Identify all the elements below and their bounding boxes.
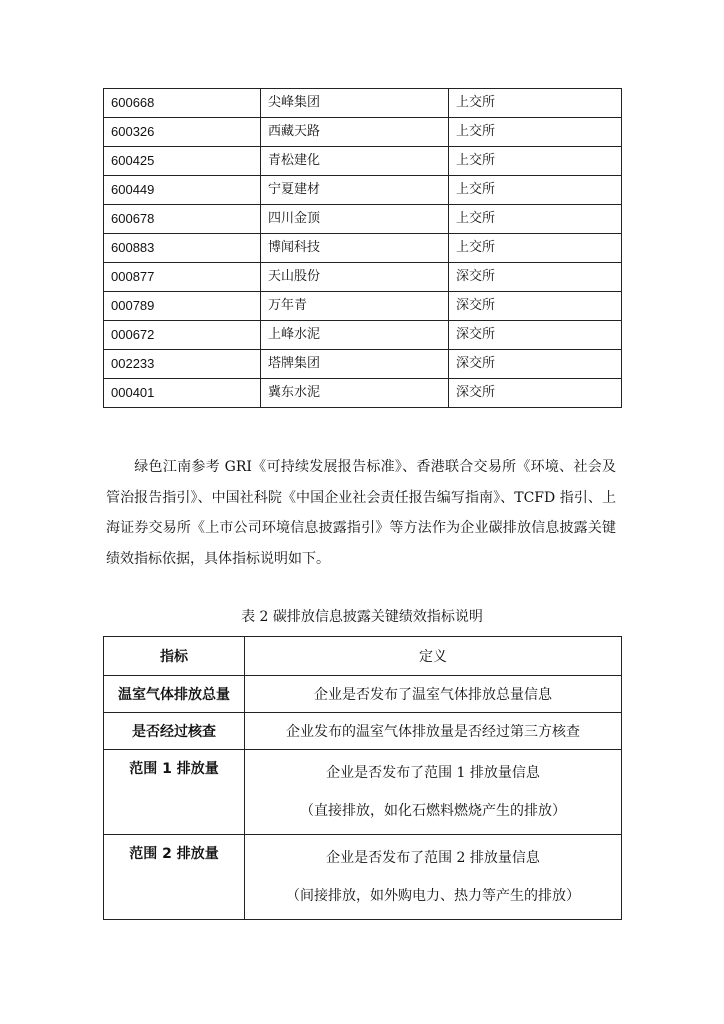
definition-text: 企业是否发布了温室气体排放总量信息: [314, 687, 552, 703]
exchange: 深交所: [449, 321, 622, 350]
stock-code: 600678: [104, 205, 261, 234]
definition-header: 定义: [245, 637, 622, 676]
table-row: [104, 234, 622, 263]
table-row: [104, 713, 622, 750]
stock-code: 000789: [104, 292, 261, 321]
stock-code: 600326: [104, 118, 261, 147]
definition-cell: [245, 676, 622, 713]
stock-code: 000672: [104, 321, 261, 350]
table-row: [104, 118, 622, 147]
exchange: 深交所: [449, 350, 622, 379]
indicator-header: 指标: [104, 637, 245, 676]
table-row: [104, 176, 622, 205]
table-row: [104, 750, 622, 835]
company-name: 宁夏建材: [261, 176, 449, 205]
stock-code: 600883: [104, 234, 261, 263]
stock-code: 600449: [104, 176, 261, 205]
company-name: 塔牌集团: [261, 350, 449, 379]
indicator-name: 范围 1 排放量: [104, 750, 245, 835]
stock-code: 000877: [104, 263, 261, 292]
table-row: [104, 89, 622, 118]
exchange: 上交所: [449, 147, 622, 176]
indicator-name: 温室气体排放总量: [104, 676, 245, 713]
definition-cell: [245, 750, 622, 835]
stock-code: 000401: [104, 379, 261, 408]
company-name: 尖峰集团: [261, 89, 449, 118]
table-caption: 表 2 碳排放信息披露关键绩效指标说明: [241, 609, 483, 625]
company-name: 青松建化: [261, 147, 449, 176]
stock-code: 600425: [104, 147, 261, 176]
definition-cell: [245, 713, 622, 750]
table-row: [104, 835, 622, 920]
definition-note: （直接排放，如化石燃料燃烧产生的排放）: [300, 803, 566, 819]
body-paragraph: [106, 452, 616, 574]
indicator-name: 范围 2 排放量: [104, 835, 245, 920]
stock-code: 600668: [104, 89, 261, 118]
indicator-name: 是否经过核查: [104, 713, 245, 750]
company-name: 博闻科技: [261, 234, 449, 263]
header-row: [104, 637, 622, 676]
table-row: [104, 263, 622, 292]
table-row: [104, 379, 622, 408]
table-row: [104, 292, 622, 321]
company-name: 冀东水泥: [261, 379, 449, 408]
company-name: 万年青: [261, 292, 449, 321]
exchange: 上交所: [449, 205, 622, 234]
company-name: 西藏天路: [261, 118, 449, 147]
table-row: [104, 676, 622, 713]
exchange: 上交所: [449, 89, 622, 118]
exchange: 深交所: [449, 263, 622, 292]
exchange: 深交所: [449, 379, 622, 408]
exchange: 上交所: [449, 234, 622, 263]
company-name: 四川金顶: [261, 205, 449, 234]
definition-cell: [245, 835, 622, 920]
exchange: 上交所: [449, 176, 622, 205]
definition-text: 企业是否发布了范围 2 排放量信息: [326, 850, 540, 866]
table-row: [104, 321, 622, 350]
table-row: [104, 147, 622, 176]
exchange: 上交所: [449, 118, 622, 147]
table-row: [104, 350, 622, 379]
definition-text: 企业发布的温室气体排放量是否经过第三方核查: [286, 724, 580, 740]
exchange: 深交所: [449, 292, 622, 321]
definition-text: 企业是否发布了范围 1 排放量信息: [326, 765, 540, 781]
indicator-table: [103, 636, 622, 920]
definition-note: （间接排放，如外购电力、热力等产生的排放）: [286, 888, 580, 904]
paragraph-text: 绿色江南参考 GRI《可持续发展报告标准》、香港联合交易所《环境、社会及管治报告指引》、中国社科院《中国企业社会责任报告编写指南》、TCFD 指引、上海证券交易所《上市公司环境信息披露指引》等方法作为企业碳排放信息披露关键绩效指标依据，具体指标说明如下。: [106, 459, 616, 567]
company-name: 上峰水泥: [261, 321, 449, 350]
stock-code: 002233: [104, 350, 261, 379]
stock-table: [103, 88, 622, 408]
company-name: 天山股份: [261, 263, 449, 292]
table-row: [104, 205, 622, 234]
